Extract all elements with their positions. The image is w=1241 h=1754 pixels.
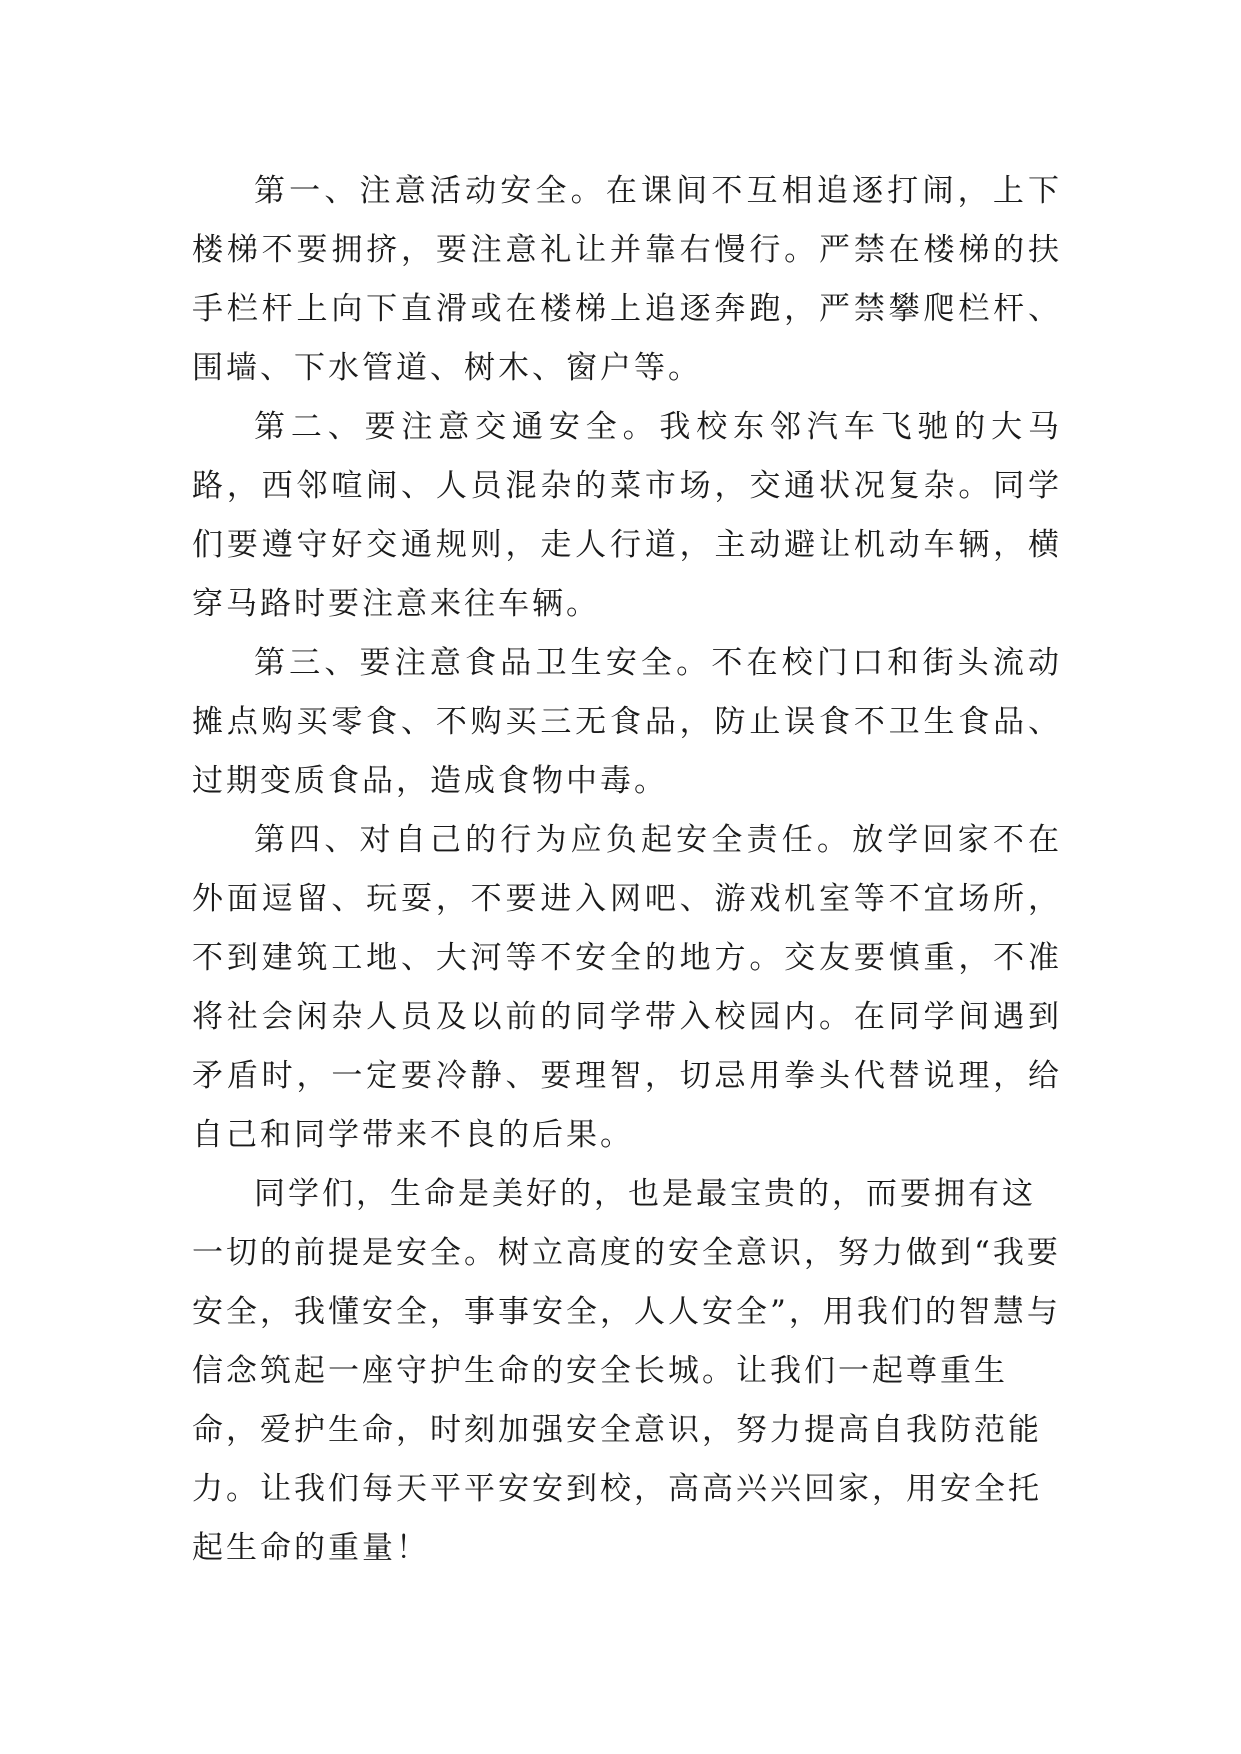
paragraph-traffic-safety: 第二、要注意交通安全。我校东邻汽车飞驰的大马路，西邻喧闹、人员混杂的菜市场，交通状况复杂。同学们要遵守好交通规则，走人行道，主动避让机动车辆，横穿马路时要注意来往车辆。 — [192, 409, 1062, 622]
paragraph-behavior-responsibility: 第四、对自己的行为应负起安全责任。放学回家不在外面逗留、玩耍，不要进入网吧、游戏机室等不宜场所，不到建筑工地、大河等不安全的地方。交友要慎重，不准将社会闲杂人员及以前的同学带入校园内。在同学间遇到矛盾时，一定要冷静、要理智，切忌用拳头代替说理，给自己和同学带来不良的后果。 — [192, 822, 1062, 1153]
paragraph-closing-appeal: 同学们，生命是美好的，也是最宝贵的，而要拥有这一切的前提是安全。树立高度的安全意识，努力做到“我要安全，我懂安全，事事安全，人人安全”，用我们的智慧与信念筑起一座守护生命的安全长城。让我们一起尊重生命，爱护生命，时刻加强安全意识，努力提高自我防范能力。让我们每天平平安安到校，高高兴兴回家，用安全托起生命的重量！ — [192, 1176, 1061, 1566]
paragraph-activity-safety: 第一、注意活动安全。在课间不互相追逐打闹，上下楼梯不要拥挤，要注意礼让并靠右慢行。严禁在楼梯的扶手栏杆上向下直滑或在楼梯上追逐奔跑，严禁攀爬栏杆、围墙、下水管道、树木、窗户等。 — [192, 173, 1062, 386]
document-body — [192, 162, 1062, 1578]
paragraph-food-safety: 第三、要注意食品卫生安全。不在校门口和街头流动摊点购买零食、不购买三无食品，防止误食不卫生食品、过期变质食品，造成食物中毒。 — [192, 645, 1062, 799]
